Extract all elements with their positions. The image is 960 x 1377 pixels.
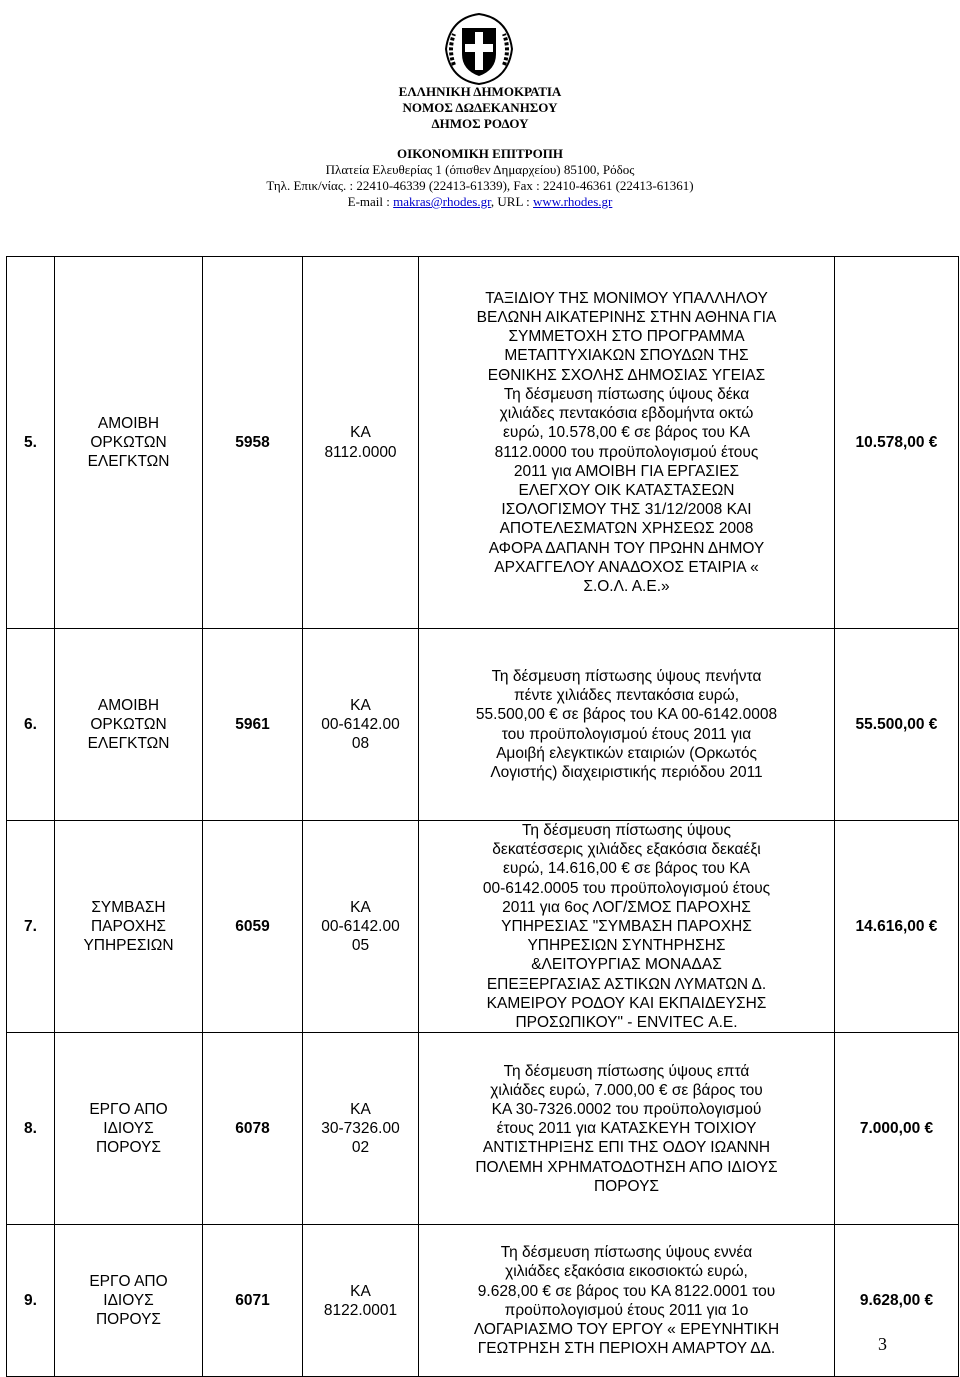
text-line: ΑΠΟΤΕΛΕΣΜΑΤΩΝ ΧΡΗΣΕΩΣ 2008 bbox=[499, 520, 754, 538]
page-number: 3 bbox=[878, 1334, 887, 1354]
text-line: 30-7326.00 bbox=[321, 1120, 400, 1138]
description bbox=[419, 629, 835, 821]
text-line: ΚΑ 30-7326.0002 του προϋπολογισμού bbox=[491, 1100, 762, 1118]
header-phone: Τηλ. Επικ/νίας. : 22410-46339 (22413-61339), Fax : 22410-46361 (22413-61361) bbox=[266, 178, 694, 193]
text-line: ΠΟΡΟΥΣ bbox=[593, 1177, 660, 1195]
text-line: ΥΠΗΡΕΣΙΑΣ "ΣΥΜΒΑΣΗ ΠΑΡΟΧΗΣ bbox=[501, 918, 752, 936]
header-line-prefecture: ΝΟΜΟΣ ΔΩΔΕΚΑΝΗΣΟΥ bbox=[402, 100, 558, 115]
header-line-municipality: ΔΗΜΟΣ ΡΟΔΟΥ bbox=[431, 116, 529, 131]
text-line: ΙΔΙΟΥΣ bbox=[103, 1120, 154, 1138]
expense-type bbox=[55, 257, 203, 629]
text-line: Σ.Ο.Λ. Α.Ε.» bbox=[583, 577, 670, 595]
amount: 55.500,00 € bbox=[835, 629, 959, 821]
protocol-code: 5958 bbox=[203, 257, 303, 629]
text-line: ΚΑ bbox=[350, 898, 371, 916]
budget-code bbox=[303, 629, 419, 821]
protocol-code: 5961 bbox=[203, 629, 303, 821]
text-line: χιλιάδες πεντακόσια εβδομήντα οκτώ bbox=[499, 405, 754, 423]
expense-type bbox=[55, 629, 203, 821]
text-line: ΙΣΟΛΟΓΙΣΜΟΥ ΤΗΣ 31/12/2008 ΚΑΙ bbox=[501, 501, 752, 519]
text-line: 00-6142.00 bbox=[321, 715, 400, 733]
greek-republic-seal-icon bbox=[440, 10, 518, 88]
text-line: ΣΥΜΜΕΤΟΧΗ ΣΤΟ ΠΡΟΓΡΑΜΜΑ bbox=[508, 328, 745, 346]
table-row bbox=[7, 257, 959, 629]
text-line: ΚΑ bbox=[350, 424, 371, 442]
text-line: χιλιάδες ευρώ, 7.000,00 € σε βάρος του bbox=[490, 1081, 763, 1099]
text-line: 00-6142.0005 του προϋπολογισμού έτους bbox=[482, 879, 771, 897]
text-line: ΑΜΟΙΒΗ bbox=[97, 696, 160, 714]
text-line: Τη δέσμευση πίστωσης ύψους πενήντα bbox=[491, 667, 762, 685]
text-line: Λογιστής) διαχειριστικής περιόδου 2011 bbox=[490, 763, 763, 781]
budget-code bbox=[303, 1033, 419, 1225]
table-row bbox=[7, 1225, 959, 1377]
description bbox=[419, 1033, 835, 1225]
description bbox=[419, 257, 835, 629]
text-line: ΥΠΗΡΕΣΙΩΝ bbox=[83, 937, 174, 955]
text-line: ΚΑ bbox=[350, 696, 371, 714]
text-line: του προϋπολογισμού έτους 2011 για bbox=[501, 725, 752, 743]
table-row bbox=[7, 821, 959, 1033]
text-line: δεκατέσσερις χιλιάδες εξακόσια δεκαέξι bbox=[492, 841, 761, 859]
text-line: ΠΟΛΕΜΗ ΧΡΗΜΑΤΟΔΟΤΗΣΗ ΑΠΟ ΙΔΙΟΥΣ bbox=[475, 1158, 778, 1176]
text-line: ΑΦΟΡΑ ΔΑΠΑΝΗ ΤΟΥ ΠΡΩΗΝ ΔΗΜΟΥ bbox=[488, 539, 765, 557]
text-line: ΕΛΕΓΚΤΩΝ bbox=[87, 453, 170, 471]
text-line: 9.628,00 € σε βάρος του ΚΑ 8122.0001 του bbox=[477, 1282, 776, 1300]
row-number: 6. bbox=[7, 629, 55, 821]
amount: 10.578,00 € bbox=[835, 257, 959, 629]
text-line: ΠΟΡΟΥΣ bbox=[95, 1139, 162, 1157]
text-line: ευρώ, 14.616,00 € σε βάρος του ΚΑ bbox=[503, 860, 750, 878]
text-line: ΚΑ bbox=[350, 1282, 371, 1300]
row-number: 9. bbox=[7, 1225, 55, 1377]
text-line: ΤΑΞΙΔΙΟΥ ΤΗΣ ΜΟΝΙΜΟΥ ΥΠΑΛΛΗΛΟΥ bbox=[485, 289, 768, 307]
document-header bbox=[0, 0, 960, 220]
text-line: ΕΛΕΓΚΤΩΝ bbox=[87, 735, 170, 753]
text-line: 8112.0000 του προϋπολογισμού έτους bbox=[494, 443, 759, 461]
description bbox=[419, 821, 835, 1033]
header-contact bbox=[0, 194, 960, 210]
text-line: ΥΠΗΡΕΣΙΩΝ ΣΥΝΤΗΡΗΣΗΣ bbox=[527, 937, 726, 955]
text-line: ΟΡΚΩΤΩΝ bbox=[90, 715, 167, 733]
description bbox=[419, 1225, 835, 1377]
protocol-code: 6059 bbox=[203, 821, 303, 1033]
text-line: πέντε χιλιάδες πεντακόσια ευρώ, bbox=[513, 687, 740, 705]
email-link[interactable]: makras@rhodes.gr bbox=[393, 194, 491, 209]
text-line: ΑΡΧΑΓΓΕΛΟΥ ΑΝΑΔΟΧΟΣ ΕΤΑΙΡΙΑ « bbox=[494, 558, 759, 576]
text-line: 2011 για 6ος ΛΟΓ/ΣΜΟΣ ΠΑΡΟΧΗΣ bbox=[502, 898, 751, 916]
protocol-code: 6078 bbox=[203, 1033, 303, 1225]
text-line: ΚΑΜΕΙΡΟΥ ΡΟΔΟΥ ΚΑΙ ΕΚΠΑΙΔΕΥΣΗΣ bbox=[486, 994, 767, 1012]
text-line: Αμοιβή ελεγκτικών εταιριών (Ορκωτός bbox=[496, 744, 757, 762]
text-line: ΜΕΤΑΠΤΥΧΙΑΚΩΝ ΣΠΟΥΔΩΝ ΤΗΣ bbox=[504, 347, 749, 365]
header-address: Πλατεία Ελευθερίας 1 (όπισθεν Δημαρχείου) 85100, Ρόδος bbox=[325, 162, 635, 177]
text-line: ΠΟΡΟΥΣ bbox=[95, 1311, 162, 1329]
url-label: , URL : bbox=[490, 194, 534, 209]
text-line: ΟΡΚΩΤΩΝ bbox=[90, 433, 167, 451]
text-line: Τη δέσμευση πίστωσης ύψους δέκα bbox=[503, 385, 750, 403]
text-line: 02 bbox=[351, 1139, 370, 1157]
text-line: 2011 για ΑΜΟΙΒΗ ΓΙΑ ΕΡΓΑΣΙΕΣ bbox=[513, 462, 740, 480]
text-line: 8122.0001 bbox=[323, 1301, 398, 1319]
text-line: ΠΑΡΟΧΗΣ bbox=[90, 918, 167, 936]
url-link[interactable]: www.rhodes.gr bbox=[533, 194, 613, 209]
text-line: έτους 2011 για ΚΑΤΑΣΚΕΥΗ ΤΟΙΧΙΟΥ bbox=[496, 1120, 757, 1138]
amount: 9.628,00 € bbox=[835, 1225, 959, 1377]
text-line: χιλιάδες εξακόσια εικοσιοκτώ ευρώ, bbox=[505, 1263, 748, 1281]
text-line: 00-6142.00 bbox=[321, 918, 400, 936]
text-line: ΚΑ bbox=[350, 1100, 371, 1118]
expense-type bbox=[55, 1225, 203, 1377]
row-number: 7. bbox=[7, 821, 55, 1033]
table-row bbox=[7, 1033, 959, 1225]
row-number: 5. bbox=[7, 257, 55, 629]
text-line: ΑΜΟΙΒΗ bbox=[97, 414, 160, 432]
text-line: ΣΥΜΒΑΣΗ bbox=[91, 898, 166, 916]
text-line: 08 bbox=[351, 735, 370, 753]
text-line: Τη δέσμευση πίστωσης ύψους εννέα bbox=[500, 1244, 753, 1262]
text-line: ΕΡΓΟ ΑΠΟ bbox=[89, 1100, 168, 1118]
decisions-table bbox=[6, 256, 959, 1377]
protocol-code: 6071 bbox=[203, 1225, 303, 1377]
text-line: ΑΝΤΙΣΤΗΡΙΞΗΣ ΕΠΙ ΤΗΣ ΟΔΟΥ ΙΩΑΝΝΗ bbox=[482, 1139, 771, 1157]
text-line: ΕΠΕΞΕΡΓΑΣΙΑΣ ΑΣΤΙΚΩΝ ΛΥΜΑΤΩΝ Δ. bbox=[486, 975, 767, 993]
text-line: 8112.0000 bbox=[324, 443, 397, 461]
budget-code bbox=[303, 257, 419, 629]
text-line: ΛΟΓΑΡΙΑΣΜΟ ΤΟΥ ΕΡΓΟΥ « ΕΡΕΥΝΗΤΙΚΗ bbox=[473, 1320, 780, 1338]
expense-type bbox=[55, 1033, 203, 1225]
text-line: 05 bbox=[351, 937, 370, 955]
table-row bbox=[7, 629, 959, 821]
header-committee: ΟΙΚΟΝΟΜΙΚΗ ΕΠΙΤΡΟΠΗ bbox=[397, 146, 563, 161]
header-line-republic: ΕΛΛΗΝΙΚΗ ΔΗΜΟΚΡΑΤΙΑ bbox=[398, 84, 562, 99]
budget-code bbox=[303, 821, 419, 1033]
email-label: E-mail : bbox=[347, 194, 394, 209]
text-line: ΠΡΟΣΩΠΙΚΟΥ" - ENVITEC Α.Ε. bbox=[515, 1014, 738, 1032]
expense-type bbox=[55, 821, 203, 1033]
text-line: Τη δέσμευση πίστωσης ύψους bbox=[522, 822, 731, 839]
text-line: ΕΡΓΟ ΑΠΟ bbox=[89, 1272, 168, 1290]
text-line: Τη δέσμευση πίστωσης ύψους επτά bbox=[503, 1062, 750, 1080]
text-line: ευρώ, 10.578,00 € σε βάρος του ΚΑ bbox=[503, 424, 750, 442]
text-line: ΒΕΛΩΝΗ ΑΙΚΑΤΕΡΙΝΗΣ ΣΤΗΝ ΑΘΗΝΑ ΓΙΑ bbox=[476, 309, 777, 327]
text-line: προϋπολογισμού έτους 2011 για 1ο bbox=[504, 1301, 749, 1319]
amount: 7.000,00 € bbox=[835, 1033, 959, 1225]
text-line: ΕΛΕΓΧΟΥ ΟΙΚ ΚΑΤΑΣΤΑΣΕΩΝ bbox=[518, 481, 735, 499]
text-line: &ΛΕΙΤΟΥΡΓΙΑΣ ΜΟΝΑΔΑΣ bbox=[531, 956, 722, 974]
amount: 14.616,00 € bbox=[835, 821, 959, 1033]
text-line: ΙΔΙΟΥΣ bbox=[103, 1292, 154, 1310]
row-number: 8. bbox=[7, 1033, 55, 1225]
text-line: ΕΘΝΙΚΗΣ ΣΧΟΛΗΣ ΔΗΜΟΣΙΑΣ ΥΓΕΙΑΣ bbox=[487, 366, 766, 384]
budget-code bbox=[303, 1225, 419, 1377]
text-line: 55.500,00 € σε βάρος του ΚΑ 00-6142.0008 bbox=[475, 706, 778, 724]
text-line: ΓΕΩΤΡΗΣΗ ΣΤΗ ΠΕΡΙΟΧΗ ΑΜΑΡΤΟΥ ΔΔ. bbox=[477, 1340, 776, 1358]
